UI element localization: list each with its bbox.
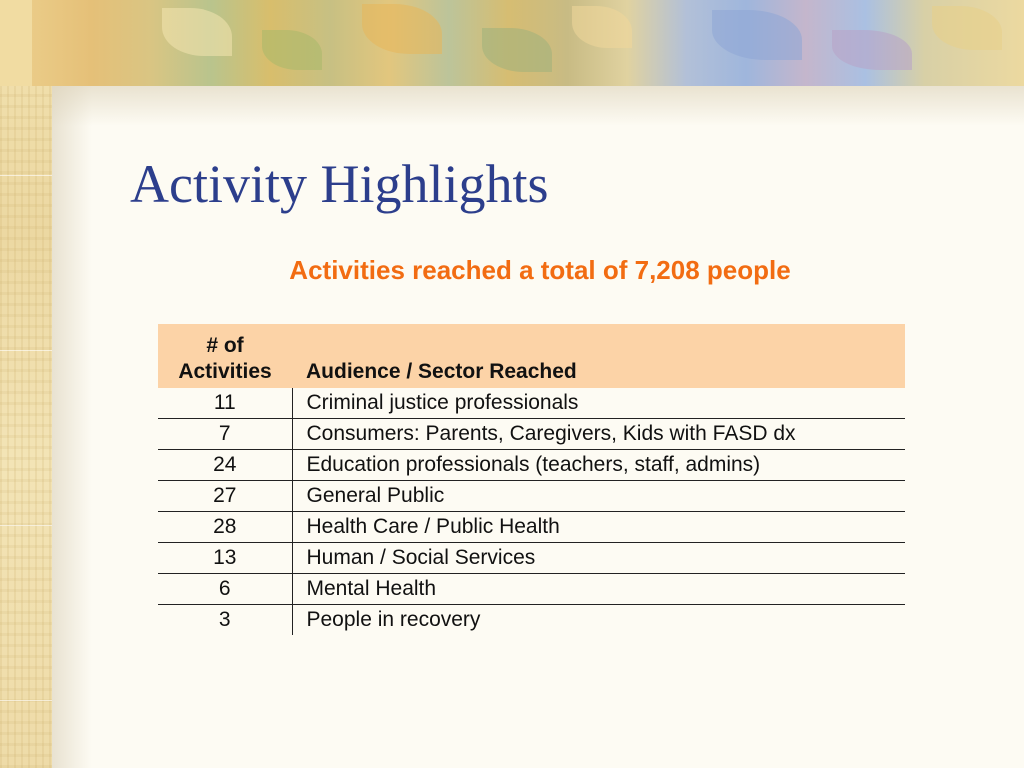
strip-divider: [0, 350, 52, 351]
header-activity-count: [158, 324, 292, 388]
table-row: [158, 512, 905, 543]
header-count-line1: # of: [206, 333, 244, 357]
audience-cell: General Public: [306, 484, 445, 507]
audience-cell: People in recovery: [306, 608, 481, 631]
activity-count-cell: 13: [158, 543, 292, 574]
strip-divider: [0, 700, 52, 701]
leaf-shape: [362, 4, 442, 54]
table-row: [158, 574, 905, 605]
table-row: [158, 605, 905, 636]
leaf-shape: [482, 28, 552, 72]
audience-cell: Human / Social Services: [306, 546, 536, 569]
strip-divider: [0, 525, 52, 526]
leaf-shape: [162, 8, 232, 56]
audience-cell: Health Care / Public Health: [306, 515, 560, 538]
strip-divider: [0, 175, 52, 176]
corner-block: [0, 0, 32, 86]
table-row: [158, 543, 905, 574]
audience-cell: Mental Health: [306, 577, 437, 600]
audience-cell: Criminal justice professionals: [306, 391, 579, 414]
activity-count-cell: 24: [158, 450, 292, 481]
slide-title: Activity Highlights: [130, 154, 549, 214]
banner-shadow: [52, 86, 1024, 126]
audience-cell: Education professionals (teachers, staff, admins): [306, 453, 761, 476]
header-audience: Audience / Sector Reached: [306, 359, 577, 383]
activity-count-cell: 3: [158, 605, 292, 636]
header-count-line2: Activities: [178, 359, 272, 383]
activity-count-cell: 11: [158, 388, 292, 419]
decorative-leaf-banner: [32, 0, 1024, 86]
leaf-shape: [712, 10, 802, 60]
table-row: [158, 419, 905, 450]
table-header-row: [158, 324, 905, 388]
activities-table: [158, 324, 905, 635]
activity-count-cell: 7: [158, 419, 292, 450]
slide-subtitle: Activities reached a total of 7,208 people: [289, 255, 791, 285]
audience-cell: Consumers: Parents, Caregivers, Kids with FASD dx: [306, 422, 796, 445]
leaf-shape: [932, 6, 1002, 50]
left-parchment-strip: [0, 0, 52, 768]
table-row: [158, 481, 905, 512]
activity-count-cell: 6: [158, 574, 292, 605]
activity-count-cell: 27: [158, 481, 292, 512]
activity-count-cell: 28: [158, 512, 292, 543]
leaf-shape: [572, 6, 632, 48]
table-row: [158, 450, 905, 481]
leaf-shape: [832, 30, 912, 70]
leaf-shape: [262, 30, 322, 70]
table-row: [158, 388, 905, 419]
